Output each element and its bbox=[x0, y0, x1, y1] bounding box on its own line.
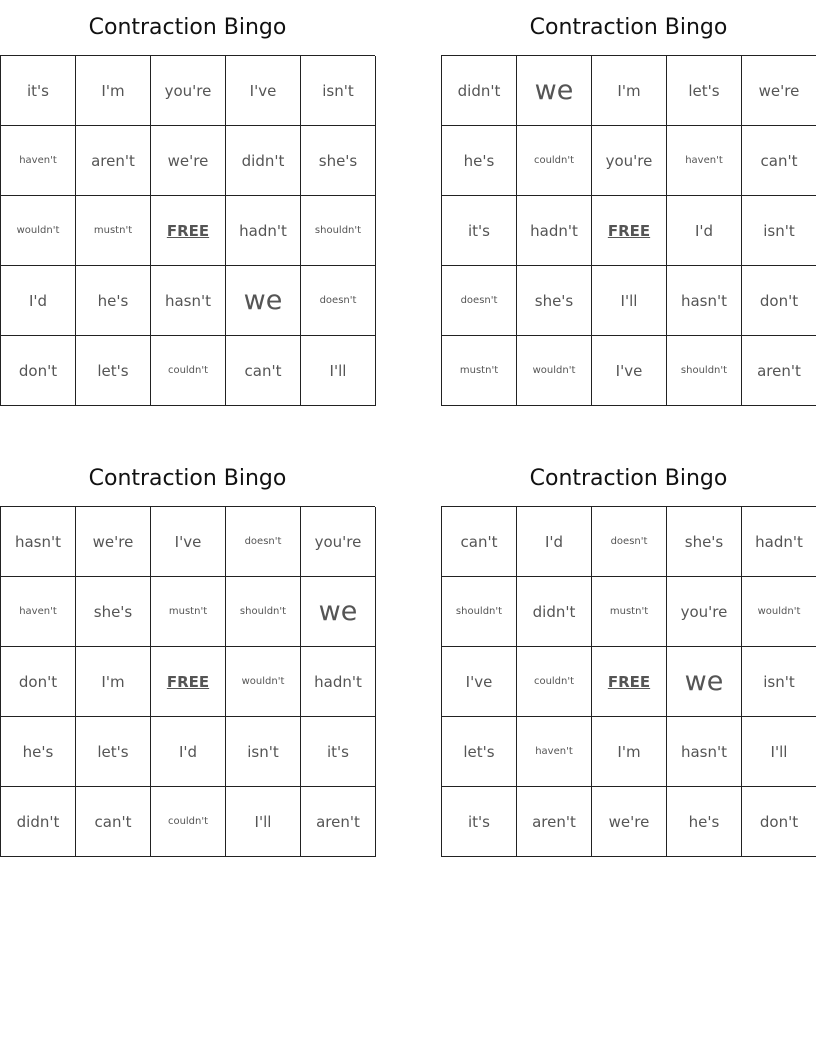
bingo-cell: he's bbox=[667, 787, 742, 857]
bingo-cell: let's bbox=[76, 717, 151, 787]
bingo-cell: I'll bbox=[226, 787, 301, 857]
bingo-cell: I'd bbox=[517, 507, 592, 577]
bingo-cell: he's bbox=[76, 266, 151, 336]
bingo-cell: don't bbox=[742, 266, 816, 336]
bingo-cell: we're bbox=[76, 507, 151, 577]
bingo-cell: hadn't bbox=[226, 196, 301, 266]
bingo-cell: aren't bbox=[517, 787, 592, 857]
bingo-cell: I'd bbox=[667, 196, 742, 266]
bingo-cell: wouldn't bbox=[1, 196, 76, 266]
bingo-cell: shouldn't bbox=[442, 577, 517, 647]
bingo-grid bbox=[441, 506, 816, 857]
bingo-card-3 bbox=[0, 451, 375, 857]
bingo-cell: she's bbox=[301, 126, 376, 196]
bingo-cell: can't bbox=[442, 507, 517, 577]
bingo-cell: didn't bbox=[442, 56, 517, 126]
bingo-cell: I'd bbox=[1, 266, 76, 336]
bingo-cell: aren't bbox=[76, 126, 151, 196]
bingo-grid bbox=[0, 55, 375, 406]
bingo-cell: mustn't bbox=[151, 577, 226, 647]
free-space-cell: FREE bbox=[151, 196, 226, 266]
bingo-cell: she's bbox=[517, 266, 592, 336]
card-title: Contraction Bingo bbox=[88, 15, 287, 40]
bingo-cell: isn't bbox=[301, 56, 376, 126]
bingo-cell: we bbox=[226, 266, 301, 336]
bingo-cell: haven't bbox=[1, 126, 76, 196]
bingo-cell: aren't bbox=[301, 787, 376, 857]
bingo-cell: it's bbox=[442, 787, 517, 857]
card-title: Contraction Bingo bbox=[88, 466, 287, 491]
bingo-cell: wouldn't bbox=[742, 577, 816, 647]
bingo-cell: isn't bbox=[226, 717, 301, 787]
card-title: Contraction Bingo bbox=[529, 15, 728, 40]
bingo-cell: I'll bbox=[742, 717, 816, 787]
bingo-cell: let's bbox=[76, 336, 151, 406]
card-title: Contraction Bingo bbox=[529, 466, 728, 491]
bingo-cell: I'll bbox=[301, 336, 376, 406]
free-space-cell: FREE bbox=[592, 647, 667, 717]
bingo-cell: can't bbox=[76, 787, 151, 857]
bingo-cell: didn't bbox=[517, 577, 592, 647]
bingo-cell: mustn't bbox=[442, 336, 517, 406]
bingo-cell: we bbox=[517, 56, 592, 126]
free-space-cell: FREE bbox=[592, 196, 667, 266]
bingo-cell: I'm bbox=[76, 56, 151, 126]
bingo-cell: I've bbox=[226, 56, 301, 126]
bingo-cell: hadn't bbox=[517, 196, 592, 266]
bingo-cell: I've bbox=[442, 647, 517, 717]
bingo-cell: we're bbox=[151, 126, 226, 196]
bingo-cell: don't bbox=[1, 336, 76, 406]
bingo-cell: I'm bbox=[592, 56, 667, 126]
bingo-cell: she's bbox=[76, 577, 151, 647]
bingo-cell: mustn't bbox=[76, 196, 151, 266]
bingo-cell: didn't bbox=[226, 126, 301, 196]
bingo-cell: we bbox=[301, 577, 376, 647]
bingo-cell: we bbox=[667, 647, 742, 717]
bingo-cell: haven't bbox=[517, 717, 592, 787]
bingo-cell: hadn't bbox=[742, 507, 816, 577]
bingo-cell: I'd bbox=[151, 717, 226, 787]
bingo-cell: haven't bbox=[1, 577, 76, 647]
bingo-cell: haven't bbox=[667, 126, 742, 196]
bingo-cell: it's bbox=[301, 717, 376, 787]
bingo-cell: couldn't bbox=[517, 647, 592, 717]
bingo-cell: wouldn't bbox=[226, 647, 301, 717]
bingo-cell: don't bbox=[742, 787, 816, 857]
bingo-cell: it's bbox=[442, 196, 517, 266]
bingo-card-2 bbox=[441, 0, 816, 406]
bingo-cell: I'm bbox=[592, 717, 667, 787]
bingo-card-1 bbox=[0, 0, 375, 406]
bingo-cell: hasn't bbox=[151, 266, 226, 336]
bingo-cell: hasn't bbox=[667, 266, 742, 336]
bingo-cell: can't bbox=[226, 336, 301, 406]
bingo-cell: couldn't bbox=[517, 126, 592, 196]
bingo-cell: doesn't bbox=[301, 266, 376, 336]
bingo-cell: let's bbox=[667, 56, 742, 126]
bingo-cell: couldn't bbox=[151, 336, 226, 406]
bingo-cell: you're bbox=[592, 126, 667, 196]
bingo-cell: hasn't bbox=[667, 717, 742, 787]
bingo-cell: you're bbox=[667, 577, 742, 647]
bingo-cell: shouldn't bbox=[226, 577, 301, 647]
bingo-card-4 bbox=[441, 451, 816, 857]
bingo-cell: shouldn't bbox=[301, 196, 376, 266]
bingo-cell: it's bbox=[1, 56, 76, 126]
bingo-cell: isn't bbox=[742, 647, 816, 717]
bingo-cell: he's bbox=[1, 717, 76, 787]
bingo-cell: we're bbox=[592, 787, 667, 857]
bingo-cell: she's bbox=[667, 507, 742, 577]
bingo-cell: can't bbox=[742, 126, 816, 196]
bingo-cell: I'll bbox=[592, 266, 667, 336]
bingo-cell: shouldn't bbox=[667, 336, 742, 406]
bingo-cell: mustn't bbox=[592, 577, 667, 647]
bingo-cell: you're bbox=[301, 507, 376, 577]
bingo-grid bbox=[0, 506, 375, 857]
bingo-cell: doesn't bbox=[442, 266, 517, 336]
bingo-cell: didn't bbox=[1, 787, 76, 857]
bingo-cell: hasn't bbox=[1, 507, 76, 577]
bingo-cell: let's bbox=[442, 717, 517, 787]
bingo-cell: I've bbox=[151, 507, 226, 577]
bingo-cell: I've bbox=[592, 336, 667, 406]
free-space-cell: FREE bbox=[151, 647, 226, 717]
bingo-grid bbox=[441, 55, 816, 406]
bingo-cell: we're bbox=[742, 56, 816, 126]
bingo-cell: aren't bbox=[742, 336, 816, 406]
bingo-cell: hadn't bbox=[301, 647, 376, 717]
bingo-cell: he's bbox=[442, 126, 517, 196]
bingo-cell: doesn't bbox=[592, 507, 667, 577]
bingo-cell: you're bbox=[151, 56, 226, 126]
bingo-cell: isn't bbox=[742, 196, 816, 266]
bingo-cell: couldn't bbox=[151, 787, 226, 857]
bingo-cell: wouldn't bbox=[517, 336, 592, 406]
bingo-cell: don't bbox=[1, 647, 76, 717]
bingo-cell: doesn't bbox=[226, 507, 301, 577]
bingo-cell: I'm bbox=[76, 647, 151, 717]
